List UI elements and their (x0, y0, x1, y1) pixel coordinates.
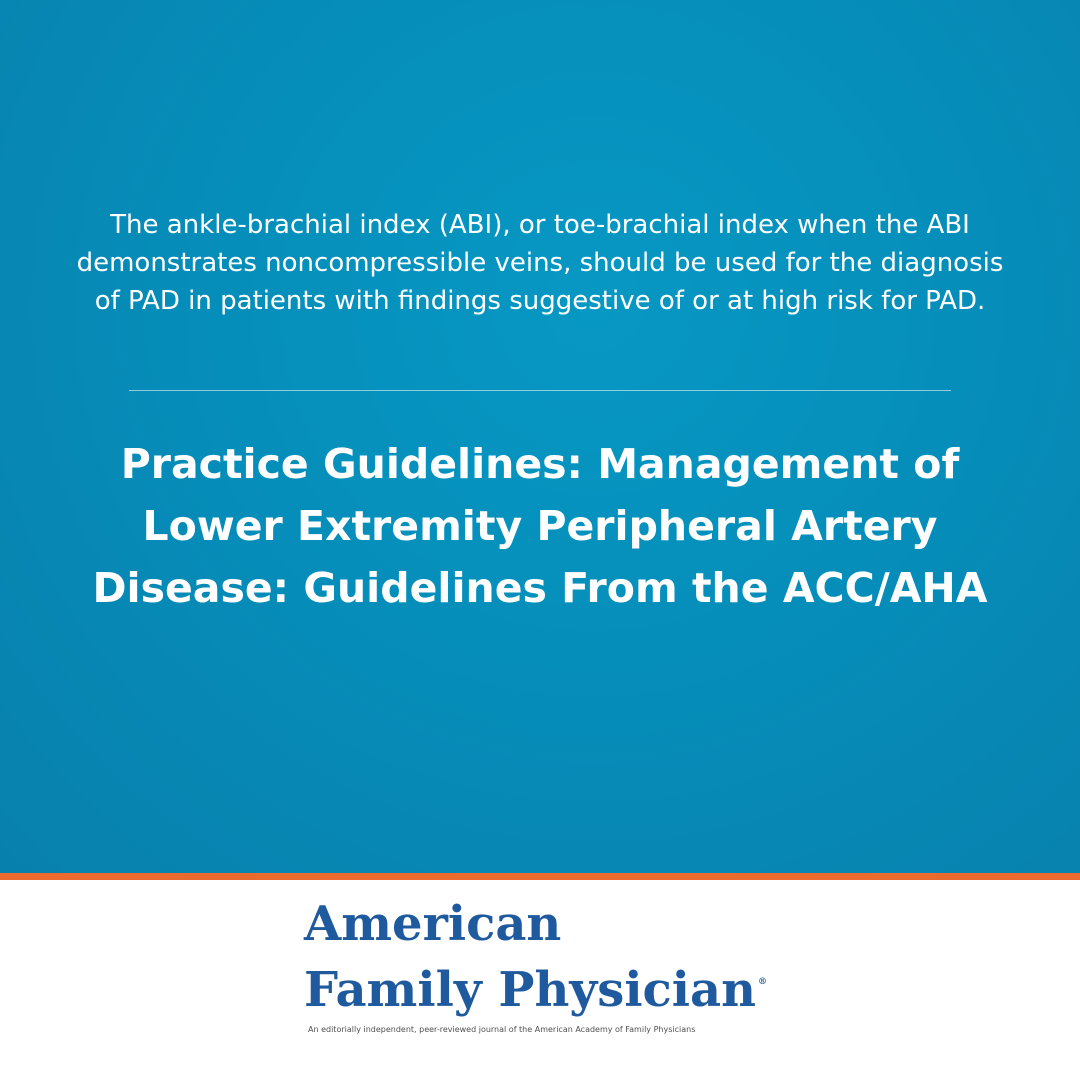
logo-family-physician-text: Family Physician (304, 962, 757, 1018)
registered-mark: ® (758, 977, 768, 987)
guideline-quote: The ankle-brachial index (ABI), or toe-brachial index when the ABI demonstrates noncompressible veins, should be used for the diagnosis of PAD in patients with findings suggestive of or at high risk for PAD. (76, 210, 1004, 316)
logo-line-american: American (304, 896, 562, 952)
divider-line (129, 390, 951, 391)
journal-tagline: An editorially independent, peer-reviewed journal of the American Academy of Family Physicians (308, 1025, 696, 1034)
orange-accent-bar (0, 873, 1080, 880)
logo-line-family-physician (304, 953, 784, 1019)
article-headline: Practice Guidelines: Management of Lower Extremity Peripheral Artery Disease: Guidelines From the ACC/AHA (92, 440, 988, 612)
afp-logo (304, 895, 784, 1019)
